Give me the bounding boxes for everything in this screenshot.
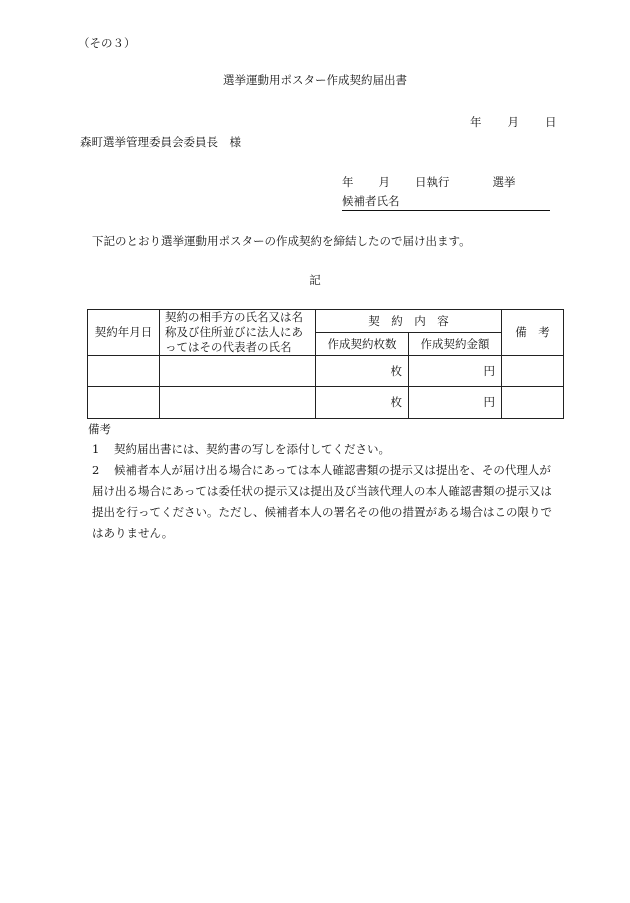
table-row bbox=[88, 356, 564, 387]
note-text: 候補者本人が届け出る場合にあっては本人確認書類の提示又は提出を、その代理人が届け出る場合にあっては委任状の提示又は提出及び当該代理人の本人確認書類の提示又は提出を行ってください。ただし、候補者本人の署名その他の措置がある場合はこの限りではありません。 bbox=[92, 463, 552, 540]
election-month: 月 bbox=[378, 175, 390, 189]
submission-date bbox=[470, 117, 557, 129]
header-contents: 契 約 内 容 bbox=[316, 310, 502, 333]
cell-contract-date bbox=[88, 387, 160, 419]
cell-amount: 円 bbox=[409, 387, 502, 419]
candidate-label: 候補者氏名 bbox=[342, 194, 400, 208]
note-number: 1 bbox=[92, 442, 100, 456]
cell-contract-date bbox=[88, 356, 160, 387]
ki-heading: 記 bbox=[309, 273, 321, 287]
date-day: 日 bbox=[545, 115, 557, 129]
body-text: 下記のとおり選挙運動用ポスターの作成契約を締結したので届け出ます。 bbox=[92, 234, 471, 248]
election-date bbox=[342, 177, 516, 189]
addressee: 森町選挙管理委員会委員長 様 bbox=[80, 135, 241, 149]
form-number: （その３） bbox=[78, 36, 136, 50]
date-year: 年 bbox=[470, 115, 482, 129]
note-text: 契約届出書には、契約書の写しを添付してください。 bbox=[114, 442, 390, 456]
date-month: 月 bbox=[507, 115, 519, 129]
note-item bbox=[92, 439, 552, 460]
contract-table bbox=[87, 309, 564, 419]
note-number: 2 bbox=[92, 463, 100, 477]
cell-remarks bbox=[502, 356, 564, 387]
note-item bbox=[92, 460, 552, 544]
table-row bbox=[88, 387, 564, 419]
cell-remarks bbox=[502, 387, 564, 419]
notes-heading: 備考 bbox=[88, 422, 111, 436]
election-type: 選挙 bbox=[492, 175, 516, 189]
cell-partner bbox=[160, 387, 316, 419]
header-partner: 契約の相手方の氏名又は名称及び住所並びに法人にあってはその代表者の氏名 bbox=[160, 310, 316, 356]
election-day-exec: 日執行 bbox=[415, 175, 450, 189]
header-amount: 作成契約金額 bbox=[409, 333, 502, 356]
cell-amount: 円 bbox=[409, 356, 502, 387]
cell-partner bbox=[160, 356, 316, 387]
header-count: 作成契約枚数 bbox=[316, 333, 409, 356]
candidate-name-line bbox=[342, 196, 550, 211]
cell-count: 枚 bbox=[316, 356, 409, 387]
cell-count: 枚 bbox=[316, 387, 409, 419]
header-remarks: 備 考 bbox=[502, 310, 564, 356]
header-contract-date: 契約年月日 bbox=[88, 310, 160, 356]
election-year: 年 bbox=[342, 175, 354, 189]
document-title: 選挙運動用ポスター作成契約届出書 bbox=[223, 73, 407, 87]
